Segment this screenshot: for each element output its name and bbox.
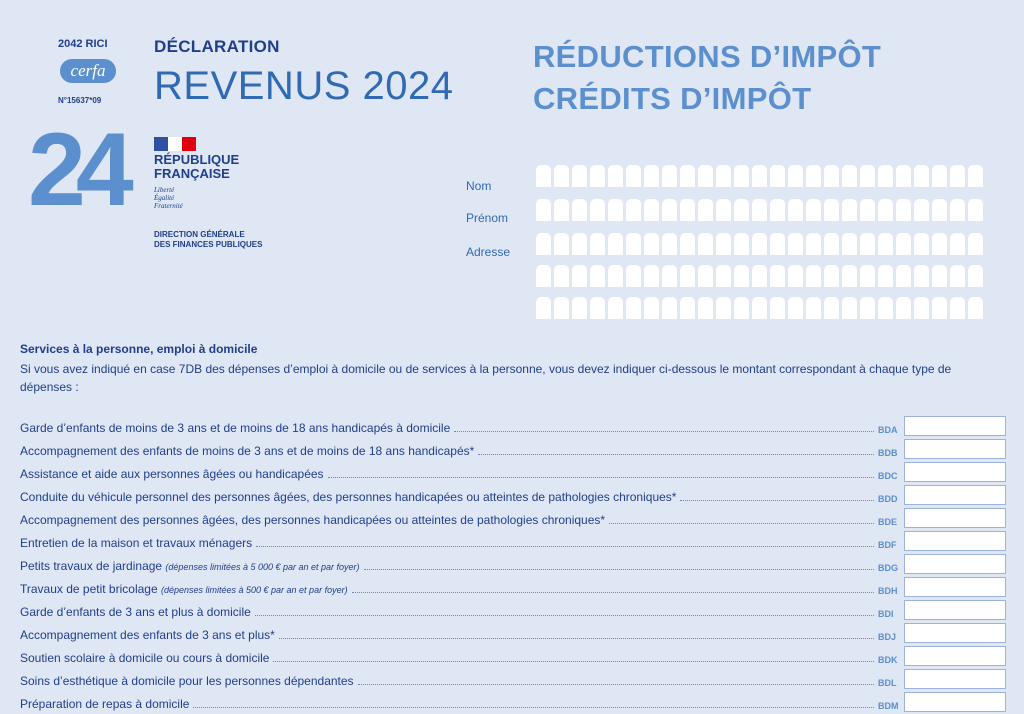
character-cell[interactable] — [770, 265, 785, 287]
dotted-leader — [279, 638, 874, 639]
republic-line-2: FRANÇAISE — [154, 166, 230, 181]
character-cell[interactable] — [806, 165, 821, 187]
character-cell[interactable] — [932, 297, 947, 319]
character-cell[interactable] — [608, 297, 623, 319]
character-cell[interactable] — [752, 265, 767, 287]
amount-input[interactable] — [904, 577, 1006, 597]
character-cell[interactable] — [608, 165, 623, 187]
character-cell[interactable] — [752, 165, 767, 187]
character-cell[interactable] — [680, 233, 695, 255]
expense-label — [20, 697, 189, 714]
expense-label-text: Accompagnement des enfants de 3 ans et plus* — [20, 628, 275, 642]
character-cell[interactable] — [878, 199, 893, 221]
character-cell[interactable] — [608, 265, 623, 287]
adresse-field-line-1[interactable] — [536, 233, 983, 255]
dotted-leader — [609, 523, 874, 524]
character-cell[interactable] — [878, 233, 893, 255]
character-cell[interactable] — [860, 199, 875, 221]
character-cell[interactable] — [554, 265, 569, 287]
character-cell[interactable] — [698, 297, 713, 319]
amount-input[interactable] — [904, 531, 1006, 551]
dotted-leader — [454, 431, 874, 432]
expense-row — [20, 461, 1006, 484]
expense-label-text: Entretien de la maison et travaux ménagers — [20, 536, 253, 550]
character-cell[interactable] — [644, 165, 659, 187]
expense-label — [20, 559, 360, 576]
dgfip-line-1: DIRECTION GÉNÉRALE — [154, 230, 245, 239]
character-cell[interactable] — [824, 265, 839, 287]
character-cell[interactable] — [968, 199, 983, 221]
character-cell[interactable] — [554, 199, 569, 221]
character-cell[interactable] — [932, 233, 947, 255]
expense-row — [20, 668, 1006, 691]
character-cell[interactable] — [608, 199, 623, 221]
character-cell[interactable] — [932, 199, 947, 221]
dotted-leader — [352, 592, 874, 593]
character-cell[interactable] — [914, 199, 929, 221]
dotted-leader — [273, 661, 874, 662]
amount-input[interactable] — [904, 554, 1006, 574]
character-cell[interactable] — [824, 233, 839, 255]
box-code: BDK — [878, 655, 898, 665]
character-cell[interactable] — [536, 233, 551, 255]
character-cell[interactable] — [590, 297, 605, 319]
expense-label-text: Garde d’enfants de moins de 3 ans et de moins de 18 ans handicapés à domicile — [20, 421, 451, 435]
character-cell[interactable] — [770, 233, 785, 255]
section-title: Services à la personne, emploi à domicile — [20, 342, 258, 356]
character-cell[interactable] — [842, 233, 857, 255]
character-cell[interactable] — [968, 265, 983, 287]
character-cell[interactable] — [590, 165, 605, 187]
character-cell[interactable] — [644, 233, 659, 255]
expense-label-text: Préparation de repas à domicile — [20, 697, 190, 711]
nom-label: Nom — [466, 179, 492, 193]
character-cell[interactable] — [716, 265, 731, 287]
expense-row — [20, 691, 1006, 714]
expense-row — [20, 645, 1006, 668]
character-cell[interactable] — [914, 265, 929, 287]
character-cell[interactable] — [968, 233, 983, 255]
character-cell[interactable] — [896, 297, 911, 319]
character-cell[interactable] — [626, 199, 641, 221]
dotted-leader — [328, 477, 874, 478]
expense-row — [20, 507, 1006, 530]
character-cell[interactable] — [572, 199, 587, 221]
character-cell[interactable] — [770, 297, 785, 319]
character-cell[interactable] — [950, 165, 965, 187]
character-cell[interactable] — [770, 199, 785, 221]
character-cell[interactable] — [590, 233, 605, 255]
character-cell[interactable] — [806, 233, 821, 255]
expense-label-text: Accompagnement des enfants de moins de 3 ans et de moins de 18 ans handicapés* — [20, 444, 475, 458]
prenom-label: Prénom — [466, 211, 509, 225]
character-cell[interactable] — [914, 233, 929, 255]
box-code: BDM — [878, 701, 899, 711]
expense-label-text: Accompagnement des personnes âgées, des personnes handicapées ou atteintes de pathologies chroniques* — [20, 513, 606, 527]
character-cell[interactable] — [860, 265, 875, 287]
character-cell[interactable] — [788, 233, 803, 255]
expense-list — [20, 415, 1006, 714]
character-cell[interactable] — [842, 165, 857, 187]
expense-label — [20, 490, 676, 507]
box-code: BDD — [878, 494, 898, 504]
character-cell[interactable] — [878, 297, 893, 319]
expense-label — [20, 605, 251, 622]
character-cell[interactable] — [572, 265, 587, 287]
character-cell[interactable] — [824, 165, 839, 187]
declaration-title: REVENUS 2024 — [154, 64, 454, 108]
character-cell[interactable] — [716, 297, 731, 319]
character-cell[interactable] — [788, 165, 803, 187]
box-code: BDF — [878, 540, 897, 550]
box-code: BDH — [878, 586, 898, 596]
character-cell[interactable] — [644, 199, 659, 221]
box-code: BDI — [878, 609, 894, 619]
character-cell[interactable] — [572, 297, 587, 319]
expense-label — [20, 536, 252, 553]
expense-label-text: Conduite du véhicule personnel des personnes âgées, des personnes handicapées ou atteintes de pathologies chroniques* — [20, 490, 677, 504]
character-cell[interactable] — [662, 165, 677, 187]
character-cell[interactable] — [626, 297, 641, 319]
character-cell[interactable] — [860, 233, 875, 255]
character-cell[interactable] — [716, 233, 731, 255]
character-cell[interactable] — [842, 297, 857, 319]
character-cell[interactable] — [590, 265, 605, 287]
character-cell[interactable] — [662, 297, 677, 319]
expense-label — [20, 444, 474, 461]
character-cell[interactable] — [914, 297, 929, 319]
dgfip-line-2: DES FINANCES PUBLIQUES — [154, 240, 263, 249]
character-cell[interactable] — [716, 165, 731, 187]
character-cell[interactable] — [734, 199, 749, 221]
character-cell[interactable] — [716, 199, 731, 221]
character-cell[interactable] — [932, 165, 947, 187]
cerfa-logo: cerfa — [60, 59, 116, 83]
expense-row — [20, 576, 1006, 599]
character-cell[interactable] — [752, 233, 767, 255]
character-cell[interactable] — [788, 199, 803, 221]
character-cell[interactable] — [878, 165, 893, 187]
nom-field[interactable] — [536, 165, 983, 187]
character-cell[interactable] — [932, 265, 947, 287]
character-cell[interactable] — [734, 233, 749, 255]
expense-row — [20, 599, 1006, 622]
amount-input[interactable] — [904, 485, 1006, 505]
character-cell[interactable] — [968, 165, 983, 187]
character-cell[interactable] — [554, 233, 569, 255]
character-cell[interactable] — [536, 265, 551, 287]
character-cell[interactable] — [896, 265, 911, 287]
expense-row — [20, 415, 1006, 438]
republic-line-1: RÉPUBLIQUE — [154, 152, 240, 167]
amount-input[interactable] — [904, 623, 1006, 643]
character-cell[interactable] — [806, 297, 821, 319]
box-code: BDA — [878, 425, 898, 435]
character-cell[interactable] — [698, 265, 713, 287]
expense-label-text: Garde d’enfants de 3 ans et plus à domicile — [20, 605, 251, 619]
character-cell[interactable] — [806, 199, 821, 221]
dotted-leader — [255, 615, 874, 616]
character-cell[interactable] — [770, 165, 785, 187]
character-cell[interactable] — [698, 165, 713, 187]
dotted-leader — [478, 454, 874, 455]
expense-label — [20, 467, 324, 484]
expense-row — [20, 438, 1006, 461]
character-cell[interactable] — [896, 165, 911, 187]
character-cell[interactable] — [680, 297, 695, 319]
expense-note: (dépenses limitées à 5 000 € par an et par foyer) — [165, 562, 360, 572]
republic-name — [154, 153, 239, 181]
character-cell[interactable] — [698, 233, 713, 255]
character-cell[interactable] — [680, 265, 695, 287]
character-cell[interactable] — [536, 199, 551, 221]
expense-label-text: Travaux de petit bricolage — [20, 582, 161, 596]
adresse-field-line-2[interactable] — [536, 265, 983, 287]
character-cell[interactable] — [734, 297, 749, 319]
character-cell[interactable] — [752, 297, 767, 319]
main-title — [533, 36, 881, 120]
amount-input[interactable] — [904, 692, 1006, 712]
expense-label-text: Soins d’esthétique à domicile pour les personnes dépendantes — [20, 674, 354, 688]
box-code: BDC — [878, 471, 898, 481]
character-cell[interactable] — [860, 165, 875, 187]
character-cell[interactable] — [950, 199, 965, 221]
character-cell[interactable] — [950, 265, 965, 287]
character-cell[interactable] — [644, 265, 659, 287]
character-cell[interactable] — [590, 199, 605, 221]
character-cell[interactable] — [842, 199, 857, 221]
character-cell[interactable] — [734, 165, 749, 187]
dotted-leader — [256, 546, 874, 547]
expense-label — [20, 628, 275, 645]
character-cell[interactable] — [914, 165, 929, 187]
main-title-line-1: RÉDUCTIONS D’IMPÔT — [533, 39, 882, 74]
character-cell[interactable] — [626, 233, 641, 255]
expense-row — [20, 530, 1006, 553]
expense-row — [20, 622, 1006, 645]
character-cell[interactable] — [950, 233, 965, 255]
dotted-leader — [193, 707, 874, 708]
dgfip-name — [154, 230, 262, 250]
french-flag-icon — [154, 137, 196, 151]
expense-row — [20, 553, 1006, 576]
expense-label-text: Petits travaux de jardinage — [20, 559, 166, 573]
section-intro: Si vous avez indiqué en case 7DB des dépenses d’emploi à domicile ou de services à la personne, vous devez indiquer ci-dessous le montant correspondant à chaque type de dépenses : — [20, 362, 952, 394]
form-code: 2042 RICI — [58, 38, 108, 50]
character-cell[interactable] — [968, 297, 983, 319]
expense-label — [20, 651, 269, 668]
expense-note: (dépenses limitées à 500 € par an et par foyer) — [160, 585, 348, 595]
character-cell[interactable] — [608, 233, 623, 255]
character-cell[interactable] — [734, 265, 749, 287]
dotted-leader — [364, 569, 874, 570]
character-cell[interactable] — [788, 265, 803, 287]
box-code: BDE — [878, 517, 898, 527]
prenom-field[interactable] — [536, 199, 983, 221]
character-cell[interactable] — [572, 233, 587, 255]
adresse-label: Adresse — [466, 245, 511, 259]
motto-fraternite: Fraternité — [154, 202, 183, 210]
dotted-leader — [680, 500, 874, 501]
adresse-field-line-3[interactable] — [536, 297, 983, 319]
expense-label-text: Assistance et aide aux personnes âgées ou handicapées — [20, 467, 324, 481]
form-number: N°15637*09 — [58, 96, 102, 105]
expense-label — [20, 674, 354, 691]
character-cell[interactable] — [572, 165, 587, 187]
character-cell[interactable] — [626, 165, 641, 187]
amount-input[interactable] — [904, 416, 1006, 436]
character-cell[interactable] — [752, 199, 767, 221]
expense-label — [20, 421, 450, 438]
character-cell[interactable] — [554, 297, 569, 319]
character-cell[interactable] — [824, 297, 839, 319]
box-code: BDG — [878, 563, 898, 573]
amount-input[interactable] — [904, 508, 1006, 528]
character-cell[interactable] — [536, 297, 551, 319]
amount-input[interactable] — [904, 462, 1006, 482]
character-cell[interactable] — [842, 265, 857, 287]
box-code: BDL — [878, 678, 897, 688]
character-cell[interactable] — [626, 265, 641, 287]
character-cell[interactable] — [824, 199, 839, 221]
character-cell[interactable] — [554, 165, 569, 187]
character-cell[interactable] — [536, 165, 551, 187]
character-cell[interactable] — [644, 297, 659, 319]
motto-liberte: Liberté — [154, 186, 175, 194]
main-title-line-2: CRÉDITS D’IMPÔT — [533, 81, 812, 116]
expense-label — [20, 513, 605, 530]
motto-egalite: Égalité — [154, 194, 175, 202]
box-code: BDJ — [878, 632, 897, 642]
republic-motto — [154, 186, 183, 210]
character-cell[interactable] — [806, 265, 821, 287]
character-cell[interactable] — [680, 199, 695, 221]
character-cell[interactable] — [680, 165, 695, 187]
character-cell[interactable] — [662, 265, 677, 287]
declaration-label: DÉCLARATION — [154, 37, 280, 56]
character-cell[interactable] — [896, 199, 911, 221]
dotted-leader — [358, 684, 874, 685]
character-cell[interactable] — [950, 297, 965, 319]
expense-row — [20, 484, 1006, 507]
amount-input[interactable] — [904, 600, 1006, 620]
amount-input[interactable] — [904, 669, 1006, 689]
character-cell[interactable] — [860, 297, 875, 319]
amount-input[interactable] — [904, 646, 1006, 666]
expense-label-text: Soutien scolaire à domicile ou cours à domicile — [20, 651, 270, 665]
year-number: 24 — [28, 112, 124, 228]
amount-input[interactable] — [904, 439, 1006, 459]
character-cell[interactable] — [698, 199, 713, 221]
box-code: BDB — [878, 448, 898, 458]
character-cell[interactable] — [788, 297, 803, 319]
character-cell[interactable] — [896, 233, 911, 255]
expense-label — [20, 582, 348, 599]
character-cell[interactable] — [878, 265, 893, 287]
character-cell[interactable] — [662, 199, 677, 221]
character-cell[interactable] — [662, 233, 677, 255]
